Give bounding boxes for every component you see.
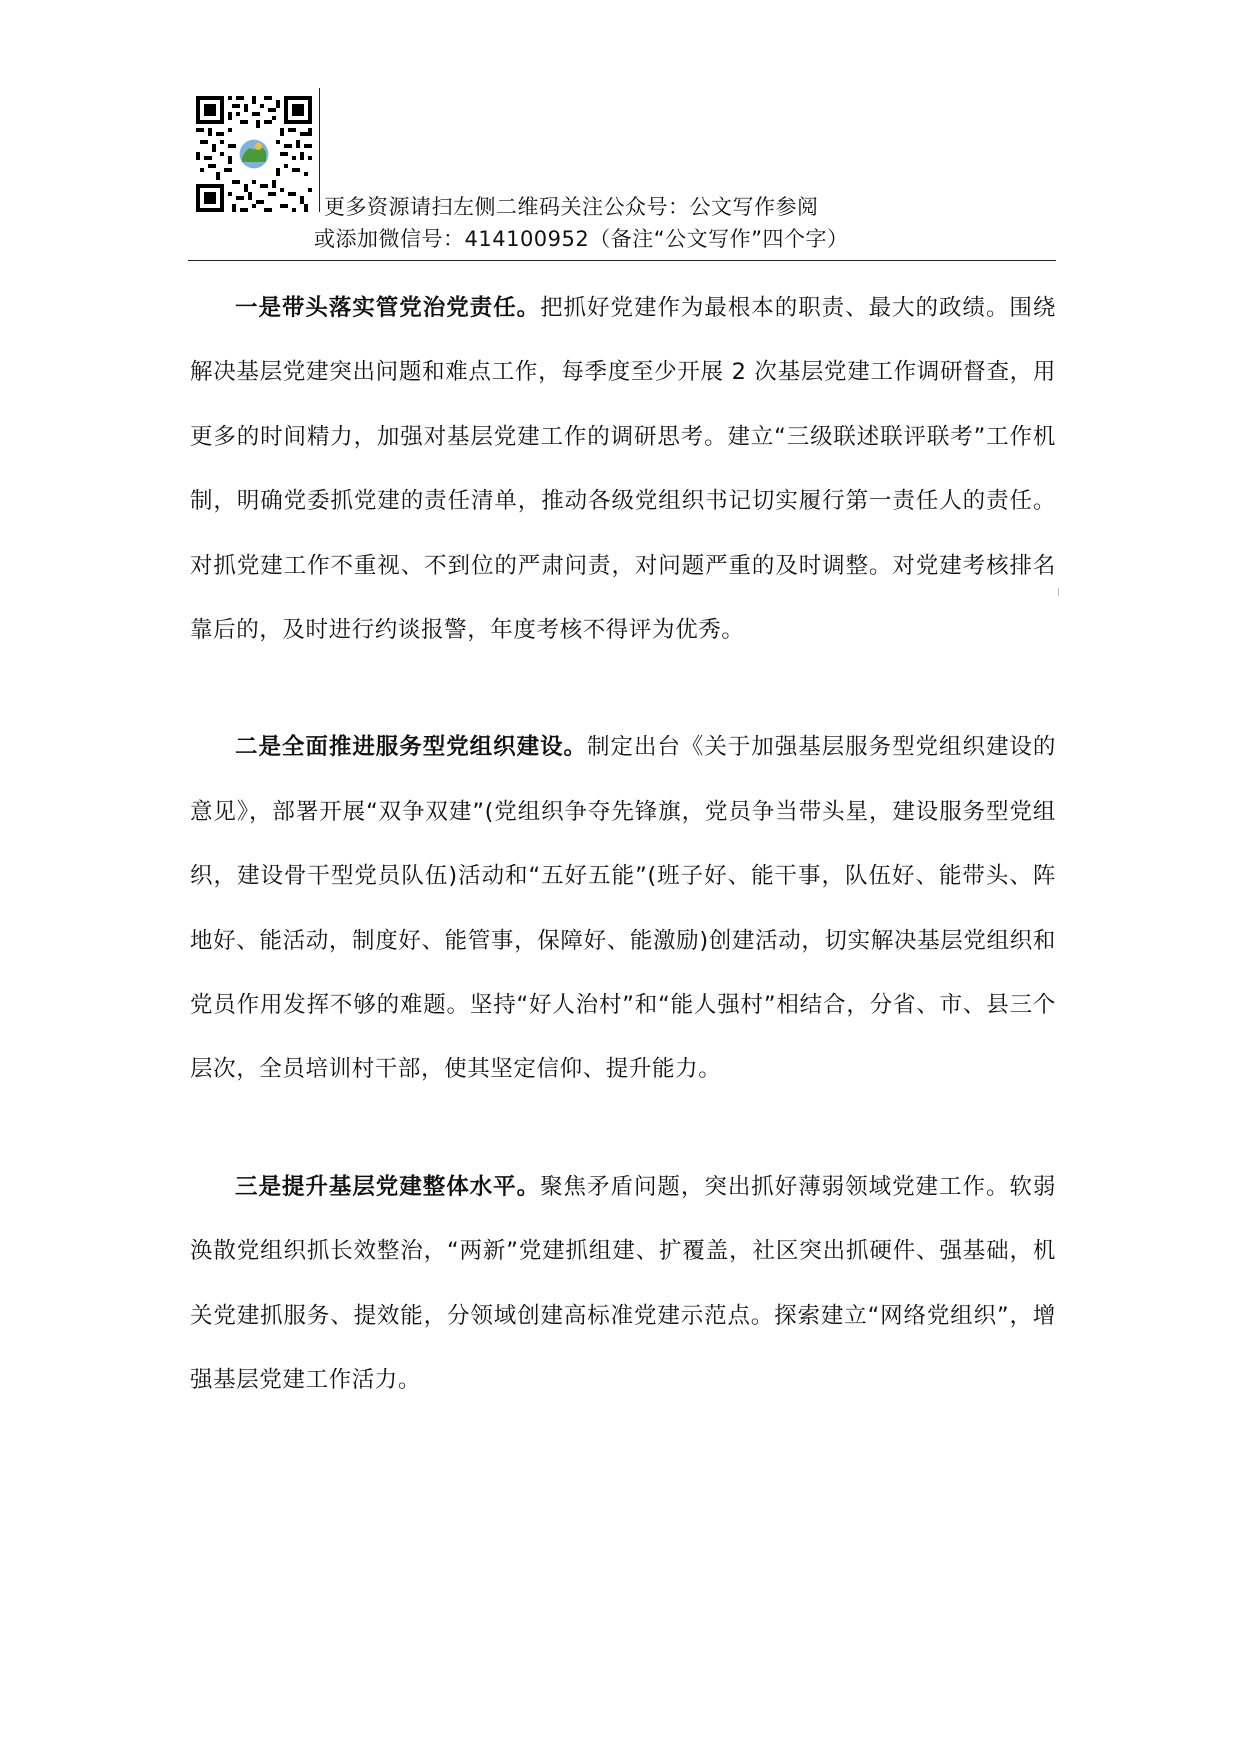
- document-body: [190, 276, 1056, 1413]
- paragraph-lead: 二是全面推进服务型党组织建设。: [235, 734, 588, 761]
- paragraph-2: [190, 715, 1056, 1101]
- paragraph-lead: 一是带头落实管党治党责任。: [235, 295, 541, 321]
- paragraph-text: 把抓好党建作为最根本的职责、最大的政绩。围绕解决基层党建突出问题和难点工作，每季度至少开展 2 次基层党建工作调研督查，用更多的时间精力，加强对基层党建工作的调研思考。建立“三级联述联评联考”工作机制，明确党委抓党建的责任清单，推动各级党组织书记切实履行第一责任人的责任。对抓党建工作不重视、不到位的严肃问责，对问题严重的及时调整。对党建考核排名靠后的，及时进行约谈报警，年度考核不得评为优秀。: [190, 295, 1056, 644]
- qr-code-icon: [196, 96, 312, 212]
- paragraph-3: [190, 1155, 1056, 1413]
- paragraph-lead: 三是提升基层党建整体水平。: [235, 1173, 541, 1200]
- paragraph-1: [190, 276, 1056, 662]
- paragraph-text: 聚焦矛盾问题，突出抓好薄弱领域党建工作。软弱涣散党组织抓长效整治，“两新”党建抓组建、扩覆盖，社区突出抓硬件、强基础，机关党建抓服务、提效能，分领域创建高标准党建示范点。探索建立“网络党组织”，增强基层党建工作活力。: [190, 1173, 1056, 1394]
- header-promo-line: 更多资源请扫左侧二维码关注公众号：公文写作参阅: [324, 195, 819, 219]
- margin-mark: [1058, 588, 1059, 596]
- header-rule: [188, 260, 1056, 261]
- paragraph-text: 制定出台《关于加强基层服务型党组织建设的意见》，部署开展“双争双建”(党组织争夺先锋旗，党员争当带头星，建设服务型党组织，建设骨干型党员队伍)活动和“五好五能”(班子好、能干事，队伍好、能带头、阵地好、能活动，制度好、能管事，保障好、能激励)创建活动，切实解决基层党组织和党员作用发挥不够的难题。坚持“好人治村”和“能人强村”相结合，分省、市、县三个层次，全员培训村干部，使其坚定信仰、提升能力。: [190, 734, 1056, 1083]
- page-header: [188, 88, 1056, 264]
- header-divider: [319, 88, 320, 212]
- header-contact-line: 或添加微信号：414100952（备注“公文写作”四个字）: [314, 227, 849, 251]
